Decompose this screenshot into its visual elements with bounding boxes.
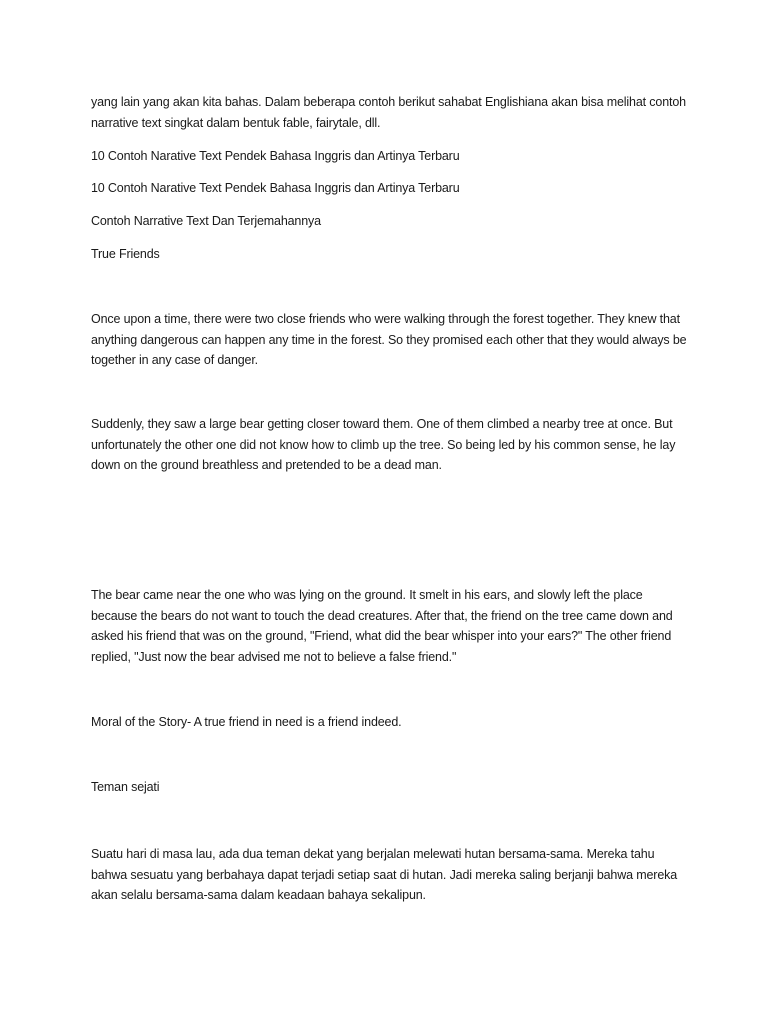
story-title: True Friends [91,247,160,261]
story-paragraph-1: Once upon a time, there were two close friends who were walking through the forest together. They knew that anything dangerous can happen any time in the forest. So they promised each other that they would always be together in any case of danger. [91,312,687,367]
heading-contoh-narative-text-repeat: 10 Contoh Narative Text Pendek Bahasa Inggris dan Artinya Terbaru [91,181,460,195]
translation-paragraph-1: Suatu hari di masa lau, ada dua teman dekat yang berjalan melewati hutan bersama-sama. Mereka tahu bahwa sesuatu yang berbahaya dapat terjadi setiap saat di hutan. Jadi mereka saling berjanji bahwa mereka akan selalu bersama-sama dalam keadaan bahaya sekalipun. [91,847,678,902]
heading-contoh-dan-terjemahan: Contoh Narrative Text Dan Terjemahannya [91,214,321,228]
story-paragraph-2: Suddenly, they saw a large bear getting closer toward them. One of them climbed a nearby tree at once. But unfortunately the other one did not know how to climb up the tree. So being led by his common sense, he lay down on the ground breathless and pretended to be a dead man. [91,417,676,472]
intro-paragraph: yang lain yang akan kita bahas. Dalam beberapa contoh berikut sahabat Englishiana akan bisa melihat contoh narrative text singkat dalam bentuk fable, fairytale, dll. [91,95,686,130]
story-moral: Moral of the Story- A true friend in need is a friend indeed. [91,715,402,729]
heading-contoh-narative-text: 10 Contoh Narative Text Pendek Bahasa Inggris dan Artinya Terbaru [91,149,460,163]
translation-title: Teman sejati [91,780,160,794]
story-paragraph-3: The bear came near the one who was lying on the ground. It smelt in his ears, and slowly left the place because the bears do not want to touch the dead creatures. After that, the friend on the tree came down and asked his friend that was on the ground, "Friend, what did the bear whisper into your ears?" The other friend replied, "Just now the bear advised me not to believe a false friend." [91,588,673,664]
